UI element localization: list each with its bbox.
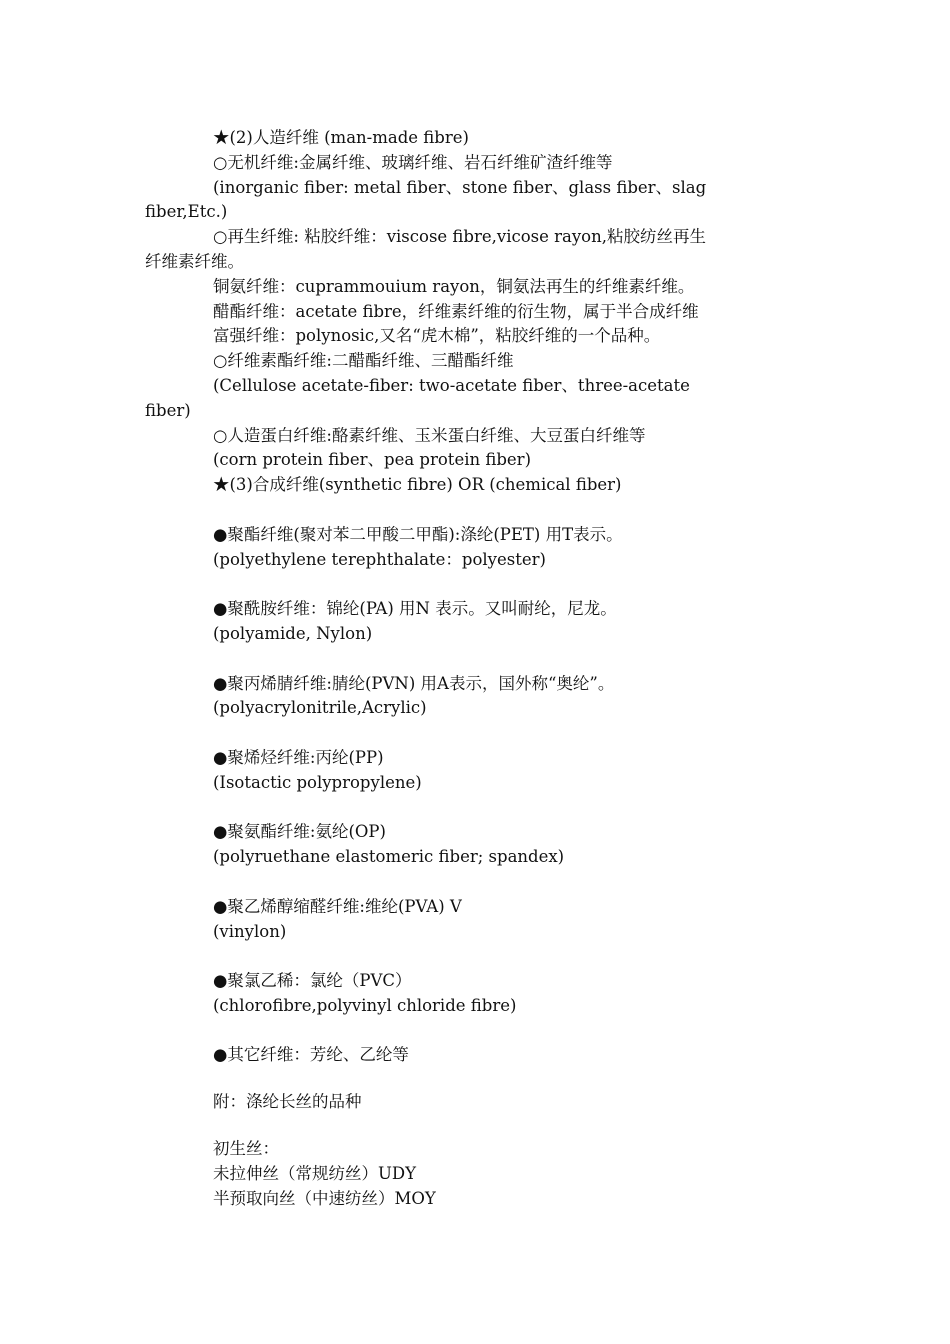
text-line: ○纤维素酯纤维:二醋酯纤维、三醋酯纤维 — [213, 351, 514, 371]
section-heading-man-made-fibre: ★(2)人造纤维 (man-made fibre) — [213, 128, 469, 147]
spacer — [145, 647, 810, 672]
text-line: 未拉伸丝（常规纺丝）UDY — [213, 1163, 417, 1183]
spacer — [145, 1115, 810, 1137]
spacer — [145, 870, 810, 895]
spacer — [145, 498, 810, 523]
text-line: 富强纤维：polynosic,又名“虎木棉”，粘胶纤维的一个品种。 — [213, 326, 661, 346]
text-line: (corn protein fiber、pea protein fiber) — [213, 450, 532, 470]
text-line: (polyruethane elastomeric fiber; spandex) — [213, 847, 565, 867]
text-line: 铜氨纤维：cuprammouium rayon，铜氨法再生的纤维素纤维。 — [213, 276, 695, 296]
text-line: ○再生纤维: 粘胶纤维：viscose fibre,vicose rayon,粘胶纺丝再生 — [213, 227, 706, 247]
text-line: (Isotactic polypropylene) — [213, 772, 422, 792]
text-line: ○无机纤维:金属纤维、玻璃纤维、岩石纤维矿渣纤维等 — [213, 152, 613, 172]
spacer — [145, 796, 810, 821]
text-line: (inorganic fiber: metal fiber、stone fiber、glass fiber、slag — [213, 177, 707, 197]
text-line: ●聚酯纤维(聚对苯二甲酸二甲酯):涤纶(PET) 用T表示。 — [213, 524, 623, 544]
spacer — [145, 572, 810, 597]
text-line: (vinylon) — [213, 921, 287, 941]
text-line: ●聚氯乙稀：氯纶（PVC） — [213, 971, 412, 991]
text-line: 初生丝： — [213, 1139, 279, 1159]
section-heading-synthetic-fibre: ★(3)合成纤维(synthetic fibre) OR (chemical fiber) — [213, 475, 622, 495]
text-line: 纤维素纤维。 — [145, 251, 244, 271]
spacer — [145, 1019, 810, 1044]
text-line: 半预取向丝（中速纺丝）MOY — [213, 1188, 436, 1208]
text-line: ●其它纤维：芳纶、乙纶等 — [213, 1045, 409, 1065]
text-line: ●聚氨酯纤维:氨纶(OP) — [213, 822, 386, 842]
text-line: 附：涤纶长丝的品种 — [213, 1092, 362, 1112]
text-line: (polyacrylonitrile,Acrylic) — [213, 698, 427, 718]
text-line: ●聚烯烃纤维:丙纶(PP) — [213, 747, 384, 767]
document-body — [145, 126, 810, 1211]
text-line: 醋酯纤维：acetate fibre，纤维素纤维的衍生物，属于半合成纤维 — [213, 301, 699, 321]
text-line: (Cellulose acetate-fiber: two-acetate fiber、three-acetate — [213, 375, 690, 395]
text-line: (chlorofibre,polyvinyl chloride fibre) — [213, 995, 517, 1015]
text-line: ○人造蛋白纤维:酪素纤维、玉米蛋白纤维、大豆蛋白纤维等 — [213, 425, 646, 445]
text-line: ●聚丙烯腈纤维:腈纶(PVN) 用A表示，国外称“奥纶”。 — [213, 673, 615, 693]
spacer — [145, 944, 810, 969]
text-line: fiber) — [145, 400, 191, 420]
spacer — [145, 1068, 810, 1090]
text-line: (polyethylene terephthalate：polyester) — [213, 549, 546, 569]
text-line: (polyamide, Nylon) — [213, 623, 373, 643]
text-line: ●聚酰胺纤维：锦纶(PA) 用N 表示。又叫耐纶，尼龙。 — [213, 599, 617, 619]
spacer — [145, 721, 810, 746]
text-line: ●聚乙烯醇缩醛纤维:维纶(PVA) V — [213, 896, 462, 916]
text-line: fiber,Etc.) — [145, 202, 228, 222]
